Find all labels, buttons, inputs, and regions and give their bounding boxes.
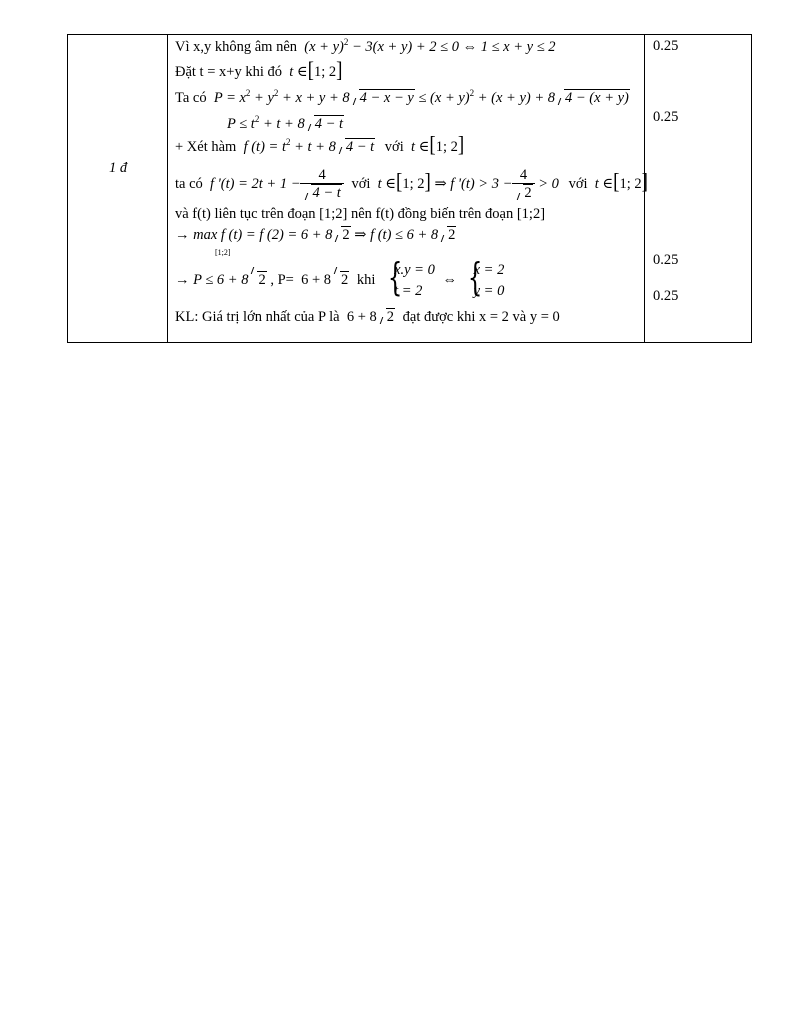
solution-line-5 xyxy=(175,133,465,158)
solution-line-7: và f(t) liên tục trên đoạn [1;2] nên f(t) đồng biến trên đoạn [1;2] xyxy=(175,206,546,222)
line-text: Vì x,y không âm nên xyxy=(175,39,298,55)
score-value: 0.25 xyxy=(653,109,679,125)
solution-line-3 xyxy=(175,89,630,107)
math-expression: > 0 xyxy=(534,176,559,192)
math-expression: f $(t) = t^2 + t + 8$ 4 − t xyxy=(239,137,375,155)
equation-system: { x.y = 0 t = 2 xyxy=(385,260,435,302)
solution-line-10 xyxy=(175,308,560,326)
line-text: với xyxy=(384,139,404,155)
line-text: khi xyxy=(356,272,376,288)
column-divider xyxy=(167,35,168,342)
score-value: 0.25 xyxy=(653,288,679,304)
math-expression: $P \le t^2 + t + 8$ 4 − t xyxy=(227,114,344,132)
fraction: $\frac{4}{2}$ xyxy=(512,167,534,202)
math-expression: t ∈[1; 2] ⇒ f '(t) > 3 − xyxy=(374,170,513,195)
math-expression: t ∈[1; 2] xyxy=(407,133,465,158)
arrow-icon: → xyxy=(175,272,190,288)
solution-line-2 xyxy=(175,58,343,83)
line-text: với xyxy=(351,176,371,192)
line-text: đạt được khi x = 2 và y = 0 xyxy=(402,309,560,325)
line-text: với xyxy=(568,176,588,192)
math-expression: 6 + 8 2 xyxy=(343,309,395,325)
points-cell: 1 đ xyxy=(108,160,128,176)
math-expression: max f (t) = f (2) = 6 + 8 2 ⇒ f (t) ≤ 6 + 8 2 xyxy=(193,227,456,243)
line-text: ta có xyxy=(175,176,203,192)
line-text: KL: Giá trị lớn nhất của P là xyxy=(175,309,340,325)
line-text: + Xét hàm xyxy=(175,139,237,155)
line-text: Đặt t = x+y khi đó xyxy=(175,64,282,80)
math-expression: f '(t) = 2t + 1 − xyxy=(206,176,301,192)
score-value: 0.25 xyxy=(653,252,679,268)
max-subscript: [1;2] xyxy=(215,248,231,257)
math-expression: P ≤ 6 + 8 2 xyxy=(193,272,267,288)
math-expression: $(x + y)^2 - 3(x + y) + 2 \le 0$ ⇔ 1 ≤ x + y ≤ 2 xyxy=(300,37,556,55)
solution-line-4 xyxy=(227,115,344,133)
equation-system: { x = 2 y = 0 xyxy=(465,260,505,302)
solution-line-8 xyxy=(175,226,456,257)
solution-line-1 xyxy=(175,38,556,56)
score-value: 0.25 xyxy=(653,38,679,54)
math-expression: $P = x^2 + y^2 + x + y + 8$ $4 - x - y \le (x + y)^2 + (x + y) + 8$ 4 − (x + y) xyxy=(210,88,629,106)
fraction: $\frac{4}{4 - t}$ xyxy=(300,167,343,202)
line-text: Ta có xyxy=(175,90,207,106)
answer-table xyxy=(67,34,752,343)
solution-line-6 xyxy=(175,165,648,203)
solution-line-9 xyxy=(175,258,504,302)
arrow-icon: → xyxy=(175,227,190,243)
math-expression: t ∈[1; 2] xyxy=(591,170,648,195)
math-expression: 6 + 8 2 xyxy=(297,272,349,288)
math-expression: t ∈[1; 2] xyxy=(285,58,343,83)
solution-content xyxy=(175,35,648,342)
line-text: , P= xyxy=(270,272,294,288)
equivalence-symbol: ⇔ xyxy=(442,272,457,288)
